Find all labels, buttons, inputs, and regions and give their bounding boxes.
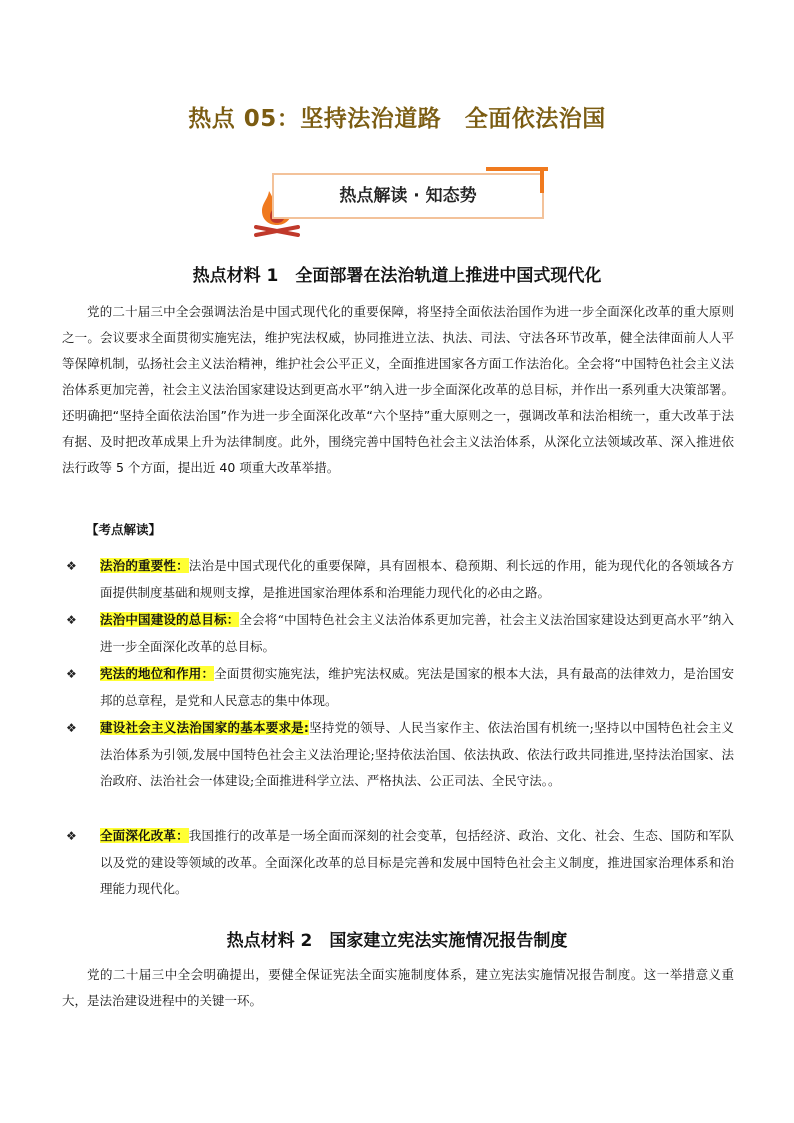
diamond-bullet-icon: ❖: [66, 721, 77, 735]
section-banner: [252, 167, 548, 239]
point-item: [66, 823, 734, 903]
point-key: 全面深化改革：: [100, 828, 189, 843]
point-key: 宪法的地位和作用：: [100, 666, 215, 681]
document-title: 热点 05：坚持法治道路 全面依法治国: [188, 106, 606, 132]
point-text: 法治是中国式现代化的重要保障，具有固根本、稳预期、利长远的作用，能为现代化的各领域各方面提供制度基础和规则支撑，是推进国家治理体系和治理能力现代化的必由之路。: [100, 558, 734, 600]
point-key: 法治中国建设的总目标：: [100, 612, 240, 627]
section-1-paragraph: 党的二十届三中全会强调法治是中国式现代化的重要保障，将坚持全面依法治国作为进一步全面深化改革的重大原则之一。会议要求全面贯彻实施宪法，维护宪法权威，协同推进立法、执法、司法、守法各环节改革，健全法律面前人人平等保障机制，弘扬社会主义法治精神，维护社会公平正义，全面推进国家各方面工作法治化。全会将“中国特色社会主义法治体系更加完善，社会主义法治国家建设达到更高水平”纳入进一步全面深化改革的总目标，并作出一系列重大决策部署。还明确把“坚持全面依法治国”作为进一步全面深化改革“六个坚持”重大原则之一，强调改革和法治相统一，重大改革于法有据、及时把改革成果上升为法律制度。此外，围绕完善中国特色社会主义法治体系，从深化立法领域改革、深入推进依法行政等 5 个方面，提出近 40 项重大改革举措。: [62, 304, 734, 475]
point-text: 坚持党的领导、人民当家作主、依法治国有机统一;坚持以中国特色社会主义法治体系为引领,发展中国特色社会主义法治理论;坚持依法治国、依法执政、依法行政共同推进,坚持法治国家、法治政府、法治社会一体建设;全面推进科学立法、严格执法、公正司法、全民守法。。: [100, 720, 735, 788]
point-key: 建设社会主义法治国家的基本要求是:: [100, 720, 309, 735]
diamond-bullet-icon: ❖: [66, 613, 77, 627]
section-heading-1: 热点材料 1 全面部署在法治轨道上推进中国式现代化: [192, 266, 602, 286]
point-text: 全面贯彻实施宪法，维护宪法权威。宪法是国家的根本大法，具有最高的法律效力，是治国安邦的总章程，是党和人民意志的集中体现。: [100, 666, 734, 708]
point-item: [66, 715, 734, 795]
diamond-bullet-icon: ❖: [66, 559, 77, 573]
point-item: [66, 607, 734, 660]
point-text: 我国推行的改革是一场全面而深刻的社会变革，包括经济、政治、文化、社会、生态、国防和军队以及党的建设等领域的改革。全面深化改革的总目标是完善和发展中国特色社会主义制度，推进国家治理体系和治理能力现代化。: [100, 828, 734, 896]
points-label: 【考点解读】: [86, 522, 162, 537]
section-2-paragraph: 党的二十届三中全会明确提出，要健全保证宪法全面实施制度体系，建立宪法实施情况报告制度。这一举措意义重大，是法治建设进程中的关键一环。: [62, 967, 734, 1008]
diamond-bullet-icon: ❖: [66, 829, 77, 843]
section-heading-2: 热点材料 2 国家建立宪法实施情况报告制度: [226, 931, 568, 951]
banner-label: 热点解读 · 知态势: [339, 186, 477, 206]
point-item: [66, 553, 734, 606]
point-item: [66, 661, 734, 714]
point-text: 全会将“中国特色社会主义法治体系更加完善，社会主义法治国家建设达到更高水平”纳入进一步全面深化改革的总目标。: [100, 612, 734, 654]
point-key: 法治的重要性：: [100, 558, 189, 573]
diamond-bullet-icon: ❖: [66, 667, 77, 681]
